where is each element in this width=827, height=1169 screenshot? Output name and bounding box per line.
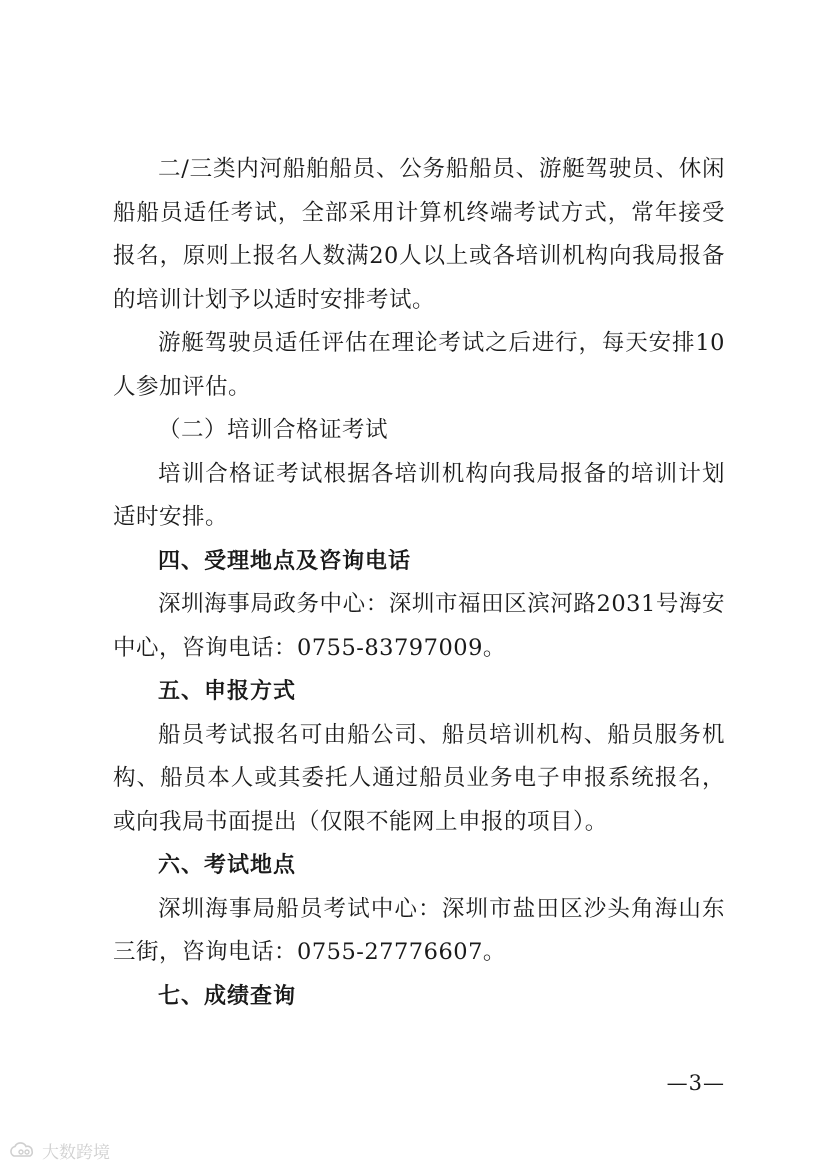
cloud-logo-icon bbox=[8, 1142, 38, 1160]
document-body bbox=[113, 148, 725, 1018]
paragraph-application-method: 船员考试报名可由船公司、船员培训机构、船员服务机构、船员本人或其委托人通过船员业务电子申报系统报名，或向我局书面提出（仅限不能网上申报的项目）。 bbox=[113, 721, 725, 835]
paragraph-exam-center: 深圳海事局船员考试中心：深圳市盐田区沙头角海山东三街，咨询电话：0755-27776607。 bbox=[113, 895, 725, 965]
paragraph-yacht-assessment: 游艇驾驶员适任评估在理论考试之后进行，每天安排10人参加评估。 bbox=[113, 330, 725, 400]
heading-exam-location: 六、考试地点 bbox=[158, 853, 297, 878]
watermark bbox=[8, 1138, 110, 1163]
paragraph-service-center: 深圳海事局政务中心：深圳市福田区滨河路2031号海安中心，咨询电话：0755-83797009。 bbox=[113, 591, 725, 661]
heading-score-inquiry: 七、成绩查询 bbox=[158, 983, 297, 1009]
paragraph-exam-schedule: 二/三类内河船舶船员、公务船船员、游艇驾驶员、休闲船船员适任考试，全部采用计算机终端考试方式，常年接受报名，原则上报名人数满20人以上或各培训机构向我局报备的培训计划予以适时安排考试。 bbox=[113, 156, 725, 313]
watermark-text: 大数跨境 bbox=[42, 1143, 110, 1163]
paragraph-training-certificate: 培训合格证考试根据各培训机构向我局报备的培训计划适时安排。 bbox=[113, 460, 725, 530]
heading-application-method: 五、申报方式 bbox=[158, 679, 297, 704]
page-number: —3— bbox=[666, 1071, 725, 1095]
subheading-training-certificate: （二）培训合格证考试 bbox=[158, 417, 389, 443]
heading-location-phone: 四、受理地点及咨询电话 bbox=[158, 548, 412, 574]
